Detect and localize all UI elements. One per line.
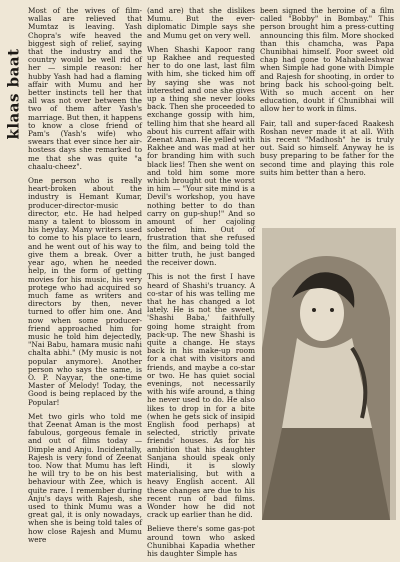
section-title: klaas baat bbox=[5, 48, 23, 140]
paragraph: been signed the heroine of a film called "Bobby" in Bombay." This person brought him a press-cutting announcing this film. More shocked than this chamcha, was Papa Chunibhai himself. Poor sweet old chap had gone to Mahabaleshwar when Simple had gone with Dimple and Rajesh for shooting, in order to bring back his school-going belt. With so much accent on her education, doubt if Chunibhai will allow her to work in films. bbox=[260, 6, 394, 114]
paragraph: Met two girls who told me that Zeenat Aman is the most fabulous, gorgeous female in and out of films today — Dimple and Anju. Incidentally, Rajesh is very fond of Zeenat too. Now that Mumu has left he will try to be on his best behaviour with Zee, which is quite rare. I remember during Anju's days with Rajesh, she used to think Mumu was a great gal, it is only nowadays, when she is being told tales of how close Rajesh and Mumu were bbox=[28, 411, 142, 544]
photo-icon bbox=[262, 228, 396, 520]
paragraph: Most of the wives of film-wallas are relieved that Mumtaz is leaving. Yash Chopra's wife heaved the biggest sigh of relief, saying that the industry and the country would be well rid of her — simple reason: her hubby Yash had had a flaming affair with Mumu and her better instincts tell her that all was not over between the two of them after Yash's marriage. But then, it happens to know a close friend of Pam's (Yash's wife) who swears that ever since her air-hostess days she remarked to me that she was quite "a chaalu-cheez". bbox=[28, 6, 142, 171]
paragraph: One person who is really heart-broken about the industry is Hemant Kumar, producer-director-music director, etc. He had helped many a talent to blossom in his heyday. Many writers used to come to his place to learn, and he went out of his way to give them a break. Over a year ago, when he needed help, in the form of getting movies for his music, his very protege who had acquired so much fame as writers and directors by then, never turned to offer him one. And now when some producer-friend approached him for music he told him dejectedly, "Nai Babu, hamara music nahi chalta abhi." (My music is not popular anymore). Another person who says the same, is O. P. Nayyar, the one-time Master of Melody! Today, the Good is being replaced by the Popular! bbox=[28, 176, 142, 407]
column-2 bbox=[147, 7, 255, 562]
paragraph: Fair, tall and super-faced Raakesh Roshan never made it at all. With his recent "Madhosh" he is truly out. Said so himself. Anyway he is busy preparing to be father for the second time and playing this role suits him better than a hero. bbox=[260, 118, 394, 177]
column-1 bbox=[28, 7, 142, 548]
paragraph: This is not the first I have heard of Shashi's truancy. A co-star of his was telling me that he has changed a lot lately. He is not the sweet, 'Shashi Baba,' faithfully going home straight from pack-up. The new Shashi is quite a change. He stays back in his make-up room for a chat with visitors and friends, and maybe a co-star or two. He has quiet social evenings, not necessarily with his wife around, a thing he never used to do. He also likes to drop in for a bite (when he gets sick of insipid English food perhaps) at selected, strictly private friends' houses. As for his ambition that his daughter Sanjana should speak only Hindi, it is slowly materialising, but with a heavy English accent. All these changes are due to his recent run of bad films. Wonder how he did not crack up earlier than he did. bbox=[147, 272, 255, 520]
paragraph: Believe there's some gas-pot around town who asked Chunibhai Kapadia whether his daughter Simple has bbox=[147, 524, 255, 558]
paragraph: When Shashi Kapoor rang up Rakhee and requested her to do one last, last film with him, she ticked him off by saying she was not interested and one she gives up a thing she never looks back. Then she proceeded to exchange gossip with him, telling him that she heard all about his current affair with Zeenat Aman. He yelled with Rakhee and was mad at her for branding him with such black lies! Then she went on and told him some more which brought out the worst in him — "Your site mind is a Devil's workshop, you have nothing better to do than carry on gup-shup!" And so amount of her cajoling sobered him. Out of frustration that she refused the film, and being told the bitter truth, he just banged the receiver down. bbox=[147, 44, 255, 268]
woman-portrait-photo bbox=[262, 228, 396, 520]
paragraph: (and are) that she dislikes Mumu. But the ever-diplomatic Dimple says she and Mumu get on very well. bbox=[147, 6, 255, 40]
column-3 bbox=[260, 7, 394, 181]
